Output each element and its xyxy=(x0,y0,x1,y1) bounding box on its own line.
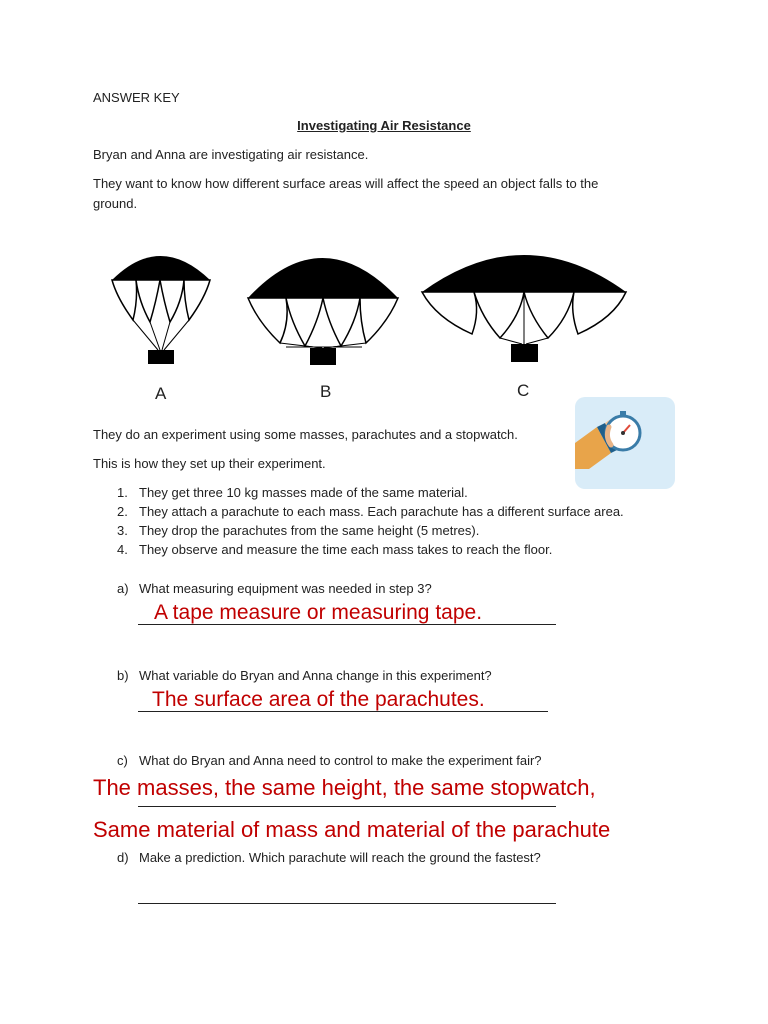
stopwatch-hand-icon xyxy=(575,397,675,489)
answer-key-label: ANSWER KEY xyxy=(93,90,180,105)
question-label: b) xyxy=(117,668,129,683)
step-text: They drop the parachutes from the same height (5 metres). xyxy=(139,523,480,538)
answer-line-b xyxy=(138,711,548,712)
answer-b: The surface area of the parachutes. xyxy=(152,688,485,711)
question-text: Make a prediction. Which parachute will reach the ground the fastest? xyxy=(139,850,541,865)
answer-c-line-2: Same material of mass and material of the parachute xyxy=(93,817,611,842)
setup-paragraph-2: This is how they set up their experiment. xyxy=(93,456,326,471)
parachute-label-c: C xyxy=(517,381,530,400)
parachute-b xyxy=(248,258,398,365)
parachute-figure xyxy=(100,240,640,370)
answer-line-a xyxy=(138,624,556,625)
intro-paragraph-2-line-1: They want to know how different surface areas will affect the speed an object falls to the xyxy=(93,176,599,191)
setup-paragraph-1: They do an experiment using some masses, parachutes and a stopwatch. xyxy=(93,427,518,442)
step-number: 3. xyxy=(117,523,128,538)
setup-step-2 xyxy=(117,504,624,520)
step-text: They observe and measure the time each mass takes to reach the floor. xyxy=(139,542,553,557)
answer-line-c xyxy=(138,806,556,807)
parachute-label-b: B xyxy=(320,382,332,401)
page-title: Investigating Air Resistance xyxy=(297,118,471,133)
parachute-c xyxy=(422,255,626,362)
question-label: d) xyxy=(117,850,129,865)
question-text: What do Bryan and Anna need to control to make the experiment fair? xyxy=(139,753,542,768)
step-number: 2. xyxy=(117,504,128,519)
question-a xyxy=(117,581,432,597)
answer-a: A tape measure or measuring tape. xyxy=(154,601,483,624)
question-b xyxy=(117,668,492,684)
question-label: c) xyxy=(117,753,128,768)
question-c xyxy=(117,753,542,769)
step-number: 4. xyxy=(117,542,128,557)
step-text: They get three 10 kg masses made of the same material. xyxy=(139,485,468,500)
step-number: 1. xyxy=(117,485,128,500)
setup-step-1 xyxy=(117,485,468,501)
setup-step-3 xyxy=(117,523,479,539)
intro-paragraph-2-line-2: ground. xyxy=(93,196,138,211)
setup-step-4 xyxy=(117,542,552,558)
question-text: What variable do Bryan and Anna change in this experiment? xyxy=(139,668,492,683)
parachute-a xyxy=(112,256,210,364)
parachute-label-a: A xyxy=(155,384,167,403)
step-text: They attach a parachute to each mass. Each parachute has a different surface area. xyxy=(139,504,624,519)
question-text: What measuring equipment was needed in step 3? xyxy=(139,581,432,596)
question-d xyxy=(117,850,541,866)
answer-line-d[interactable] xyxy=(138,903,556,904)
question-label: a) xyxy=(117,581,129,596)
intro-paragraph-1: Bryan and Anna are investigating air resistance. xyxy=(93,147,369,162)
answer-c-line-1: The masses, the same height, the same stopwatch, xyxy=(93,775,596,800)
